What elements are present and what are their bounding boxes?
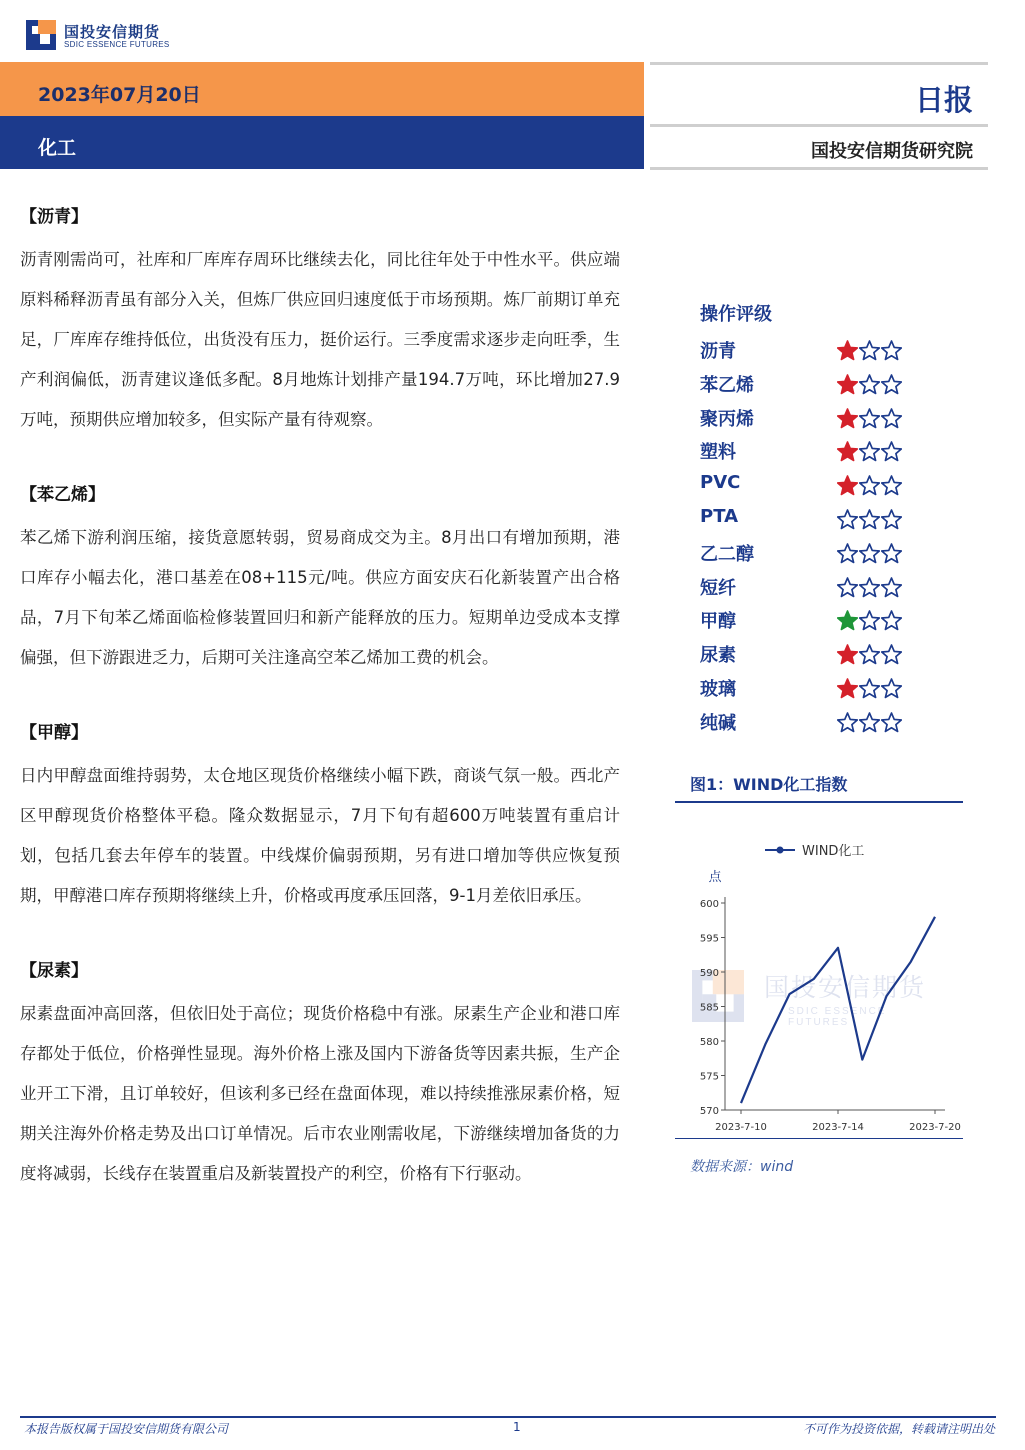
rating-product-name: 塑料: [700, 442, 736, 464]
rating-stars: [837, 475, 903, 497]
rating-stars: [837, 678, 903, 700]
rating-product-name: 玻璃: [700, 678, 736, 700]
rating-product-name: 纯碱: [700, 712, 736, 734]
star-outline-icon: [881, 610, 902, 631]
rating-row: [700, 401, 960, 435]
figure-caption: 图1：WIND化工指数: [690, 775, 848, 794]
institute-name: 国投安信期货研究院: [811, 141, 973, 162]
star-outline-icon: [881, 543, 902, 564]
rating-product-name: 尿素: [700, 645, 736, 667]
star-outline-icon: [881, 374, 902, 395]
rating-product-name: PTA: [700, 505, 739, 527]
star-outline-icon: [859, 441, 880, 462]
y-tick-label: 590: [699, 968, 719, 979]
rating-product-name: 乙二醇: [700, 543, 754, 565]
star-outline-icon: [881, 475, 902, 496]
figure-bottom-rule: [675, 1138, 963, 1139]
ratings-list: [700, 333, 960, 739]
star-outline-icon: [881, 678, 902, 699]
series-line-wind-chemical: [741, 917, 935, 1103]
rating-product-name: PVC: [700, 472, 741, 494]
logo-mark-icon: [26, 20, 56, 50]
section-body: 尿素盘面冲高回落，但依旧处于高位；现货价格稳中有涨。尿素生产企业和港口库存都处于低位，价格弹性显现。海外价格上涨及国内下游备货等因素共振，生产企业开工下滑，且订单较好，但该利多已经在盘面体现，难以持续推涨尿素价格，短期关注海外价格走势及出口订单情况。后市农业刚需收尾，下游继续增加备货的力度将减弱，长线存在装置重启及新装置投产的利空，价格有下行驱动。: [20, 1004, 620, 1183]
section-urea: [20, 956, 620, 1194]
rating-product-name: 短纤: [700, 577, 736, 599]
operation-ratings: [700, 300, 960, 739]
star-outline-icon: [881, 577, 902, 598]
star-filled-icon: [837, 678, 858, 699]
watermark-name: 国投安信期货: [764, 973, 927, 1002]
rating-row: [700, 367, 960, 401]
data-source: 数据来源：wind: [690, 1159, 794, 1175]
report-category: 化工: [38, 137, 77, 159]
star-filled-icon: [837, 475, 858, 496]
rating-row: [700, 502, 960, 536]
star-outline-icon: [881, 644, 902, 665]
y-tick-label: 580: [699, 1037, 719, 1048]
rating-stars: [837, 610, 903, 632]
y-axis-label: 点: [708, 870, 722, 885]
star-filled-icon: [837, 408, 858, 429]
rating-row: [700, 333, 960, 367]
y-tick-label: 585: [699, 1002, 719, 1014]
star-filled-icon: [837, 441, 858, 462]
rating-product-name: 苯乙烯: [700, 374, 754, 396]
y-tick-label: 570: [699, 1106, 719, 1117]
header-rule-top: [650, 62, 988, 65]
rating-row: [700, 671, 960, 705]
star-outline-icon: [859, 712, 880, 733]
star-outline-icon: [881, 712, 902, 733]
x-tick-label: 2023-7-20: [909, 1122, 961, 1133]
section-asphalt: [20, 202, 620, 440]
star-outline-icon: [837, 577, 858, 598]
rating-stars: [837, 340, 903, 362]
star-outline-icon: [859, 475, 880, 496]
section-title: 【沥青】: [20, 207, 88, 227]
star-outline-icon: [859, 340, 880, 361]
logo-subtitle: SDIC ESSENCE FUTURES: [64, 40, 170, 49]
star-outline-icon: [859, 374, 880, 395]
x-tick-label: 2023-7-10: [715, 1122, 767, 1133]
rating-row: [700, 603, 960, 637]
star-filled-icon: [837, 374, 858, 395]
wind-chemical-index-chart: [675, 810, 965, 1135]
star-outline-icon: [859, 644, 880, 665]
rating-stars: [837, 712, 903, 734]
star-outline-icon: [859, 408, 880, 429]
y-tick-label: 600: [699, 899, 719, 910]
rating-product-name: 聚丙烯: [700, 408, 754, 430]
rating-product-name: 甲醇: [700, 611, 736, 633]
legend-marker: [777, 847, 784, 854]
rating-row: [700, 536, 960, 570]
report-date: 2023年07月20日: [38, 84, 201, 106]
section-styrene: [20, 480, 620, 678]
star-outline-icon: [881, 408, 902, 429]
page-number: 1: [513, 1420, 521, 1434]
rating-stars: [837, 577, 903, 599]
star-outline-icon: [881, 509, 902, 530]
header-rule-bottom: [650, 167, 988, 170]
section-body: 沥青刚需尚可，社库和厂库库存周环比继续去化，同比往年处于中性水平。供应端原料稀释沥青虽有部分入关，但炼厂供应回归速度低于市场预期。炼厂前期订单充足，厂库库存维持低位，出货没有压力，挺价运行。三季度需求逐步走向旺季，生产利润偏低，沥青建议逢低多配。8月地炼计划排产量194.7万吨，环比增加27.9万吨，预期供应增加较多，但实际产量有待观察。: [20, 250, 620, 429]
star-filled-icon: [837, 644, 858, 665]
star-outline-icon: [837, 543, 858, 564]
section-title: 【尿素】: [20, 961, 88, 981]
header-category-band: [0, 116, 644, 169]
y-tick-label: 595: [699, 933, 719, 945]
star-outline-icon: [881, 441, 902, 462]
star-outline-icon: [859, 543, 880, 564]
section-title: 【苯乙烯】: [20, 485, 105, 505]
commentary-column: [20, 202, 620, 1234]
x-tick-label: 2023-7-14: [812, 1122, 864, 1133]
rating-stars: [837, 441, 903, 463]
star-filled-icon: [837, 610, 858, 631]
footer-disclaimer: 不可作为投资依据，转载请注明出处: [802, 1422, 995, 1436]
y-tick-label: 575: [699, 1071, 719, 1083]
rating-row: [700, 468, 960, 502]
star-filled-icon: [837, 340, 858, 361]
header-rule-middle: [650, 124, 988, 127]
company-logo: [26, 18, 186, 52]
star-outline-icon: [859, 610, 880, 631]
footer-copyright: 本报告版权属于国投安信期货有限公司: [24, 1422, 229, 1436]
rating-row: [700, 637, 960, 671]
rating-stars: [837, 408, 903, 430]
rating-stars: [837, 374, 903, 396]
legend-label: WIND化工: [802, 844, 865, 859]
rating-product-name: 沥青: [700, 341, 736, 362]
report-type: 日报: [914, 83, 973, 117]
section-body: 苯乙烯下游利润压缩，接货意愿转弱，贸易商成交为主。8月出口有增加预期，港口库存小幅去化，港口基差在08+115元/吨。供应方面安庆石化新装置产出合格品，7月下旬苯乙烯面临检修装置回归和新产能释放的压力。短期单边受成本支撑偏强，但下游跟进乏力，后期可关注逢高空苯乙烯加工费的机会。: [20, 528, 620, 667]
figure-top-rule: [675, 801, 963, 803]
logo-name: 国投安信期货: [64, 23, 161, 41]
rating-row: [700, 705, 960, 739]
rating-row: [700, 434, 960, 468]
star-outline-icon: [859, 577, 880, 598]
watermark-subtitle: SDIC ESSENCE FUTURES: [788, 1006, 887, 1028]
rating-stars: [837, 644, 903, 666]
star-outline-icon: [837, 509, 858, 530]
rating-row: [700, 570, 960, 604]
star-outline-icon: [859, 678, 880, 699]
section-methanol: [20, 718, 620, 916]
star-outline-icon: [881, 340, 902, 361]
star-outline-icon: [859, 509, 880, 530]
footer-rule: [20, 1416, 996, 1418]
star-outline-icon: [837, 712, 858, 733]
ratings-title: 操作评级: [700, 304, 772, 325]
section-body: 日内甲醇盘面维持弱势，太仓地区现货价格继续小幅下跌，商谈气氛一般。西北产区甲醇现货价格整体平稳。隆众数据显示，7月下旬有超600万吨装置有重启计划，包括几套去年停车的装置。中线煤价偏弱预期，另有进口增加等供应恢复预期，甲醇港口库存预期将继续上升，价格或再度承压回落，9-1月差依旧承压。: [20, 766, 620, 905]
section-title: 【甲醇】: [20, 723, 88, 743]
rating-stars: [837, 543, 903, 565]
rating-stars: [837, 509, 903, 531]
